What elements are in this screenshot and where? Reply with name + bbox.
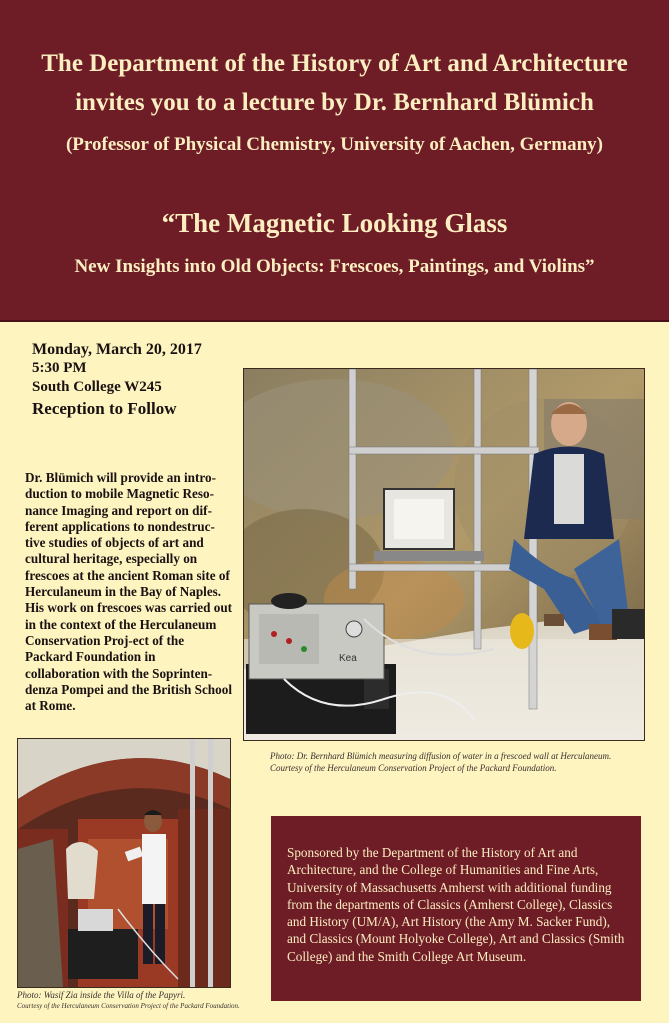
event-details xyxy=(32,340,202,418)
event-reception: Reception to Follow xyxy=(32,399,177,418)
header-line-1: The Department of the History of Art and Architecture xyxy=(41,50,628,77)
lecture-subtitle: New Insights into Old Objects: Frescoes, Paintings, and Violins” xyxy=(74,256,595,277)
device-label: Kea xyxy=(339,653,357,664)
photo-wasif-zia-villa xyxy=(17,738,231,988)
speaker-affiliation: (Professor of Physical Chemistry, University of Aachen, Germany) xyxy=(65,134,604,155)
lecture-description: Dr. Blümich will provide an intro-duction to mobile Magnetic Reso-nance Imaging and report on dif-ferent applications to nondestruc-tive studies of objects of art and cultural heritage, especially on frescoes at the ancient Roman site of Herculaneum in the Bay of Naples. His work on frescoes was carried out in the context of the Herculaneum Conservation Proj-ect of the Packard Foundation in collaboration with the Soprinten-denza Pompei and the British School at Rome. xyxy=(25,470,233,714)
header-banner xyxy=(0,0,669,322)
event-location: South College W245 xyxy=(32,379,162,395)
header-line-2: invites you to a lecture by Dr. Bernhard Blümich xyxy=(75,89,594,116)
photo-bluemich-measuring xyxy=(243,368,645,741)
photo2-caption-line-2: Courtesy of the Herculaneum Conservation Project of the Packard Foundation. xyxy=(17,1002,240,1010)
sponsor-box xyxy=(271,816,641,1001)
photo1-caption-line-2: Courtesy of the Herculaneum Conservation Project of the Packard Foundation. xyxy=(270,763,557,773)
photo2-caption-line-1: Photo: Wasif Zia inside the Villa of the Papyri. xyxy=(17,990,186,1000)
event-time: 5:30 PM xyxy=(32,360,87,376)
event-date: Monday, March 20, 2017 xyxy=(32,341,202,358)
lecture-title: “The Magnetic Looking Glass xyxy=(161,208,508,238)
photo1-caption-line-1: Photo: Dr. Bernhard Blümich measuring diffusion of water in a frescoed wall at Herculaneum. xyxy=(270,751,612,761)
photo1-caption xyxy=(270,750,650,774)
sponsor-text: Sponsored by the Department of the History of Art and Architecture, and the College of Humanities and Fine Arts, University of Massachusetts Amherst with additional funding from the departments of Classics (Amherst College), Classics and History (UM/A), Art History (the Amy M. Sacker Fund), and Classics (Mount Holyoke College), Art and Classics (Smith College) and the Smith College Art Museum. xyxy=(287,845,625,964)
photo2-caption xyxy=(17,990,257,1011)
